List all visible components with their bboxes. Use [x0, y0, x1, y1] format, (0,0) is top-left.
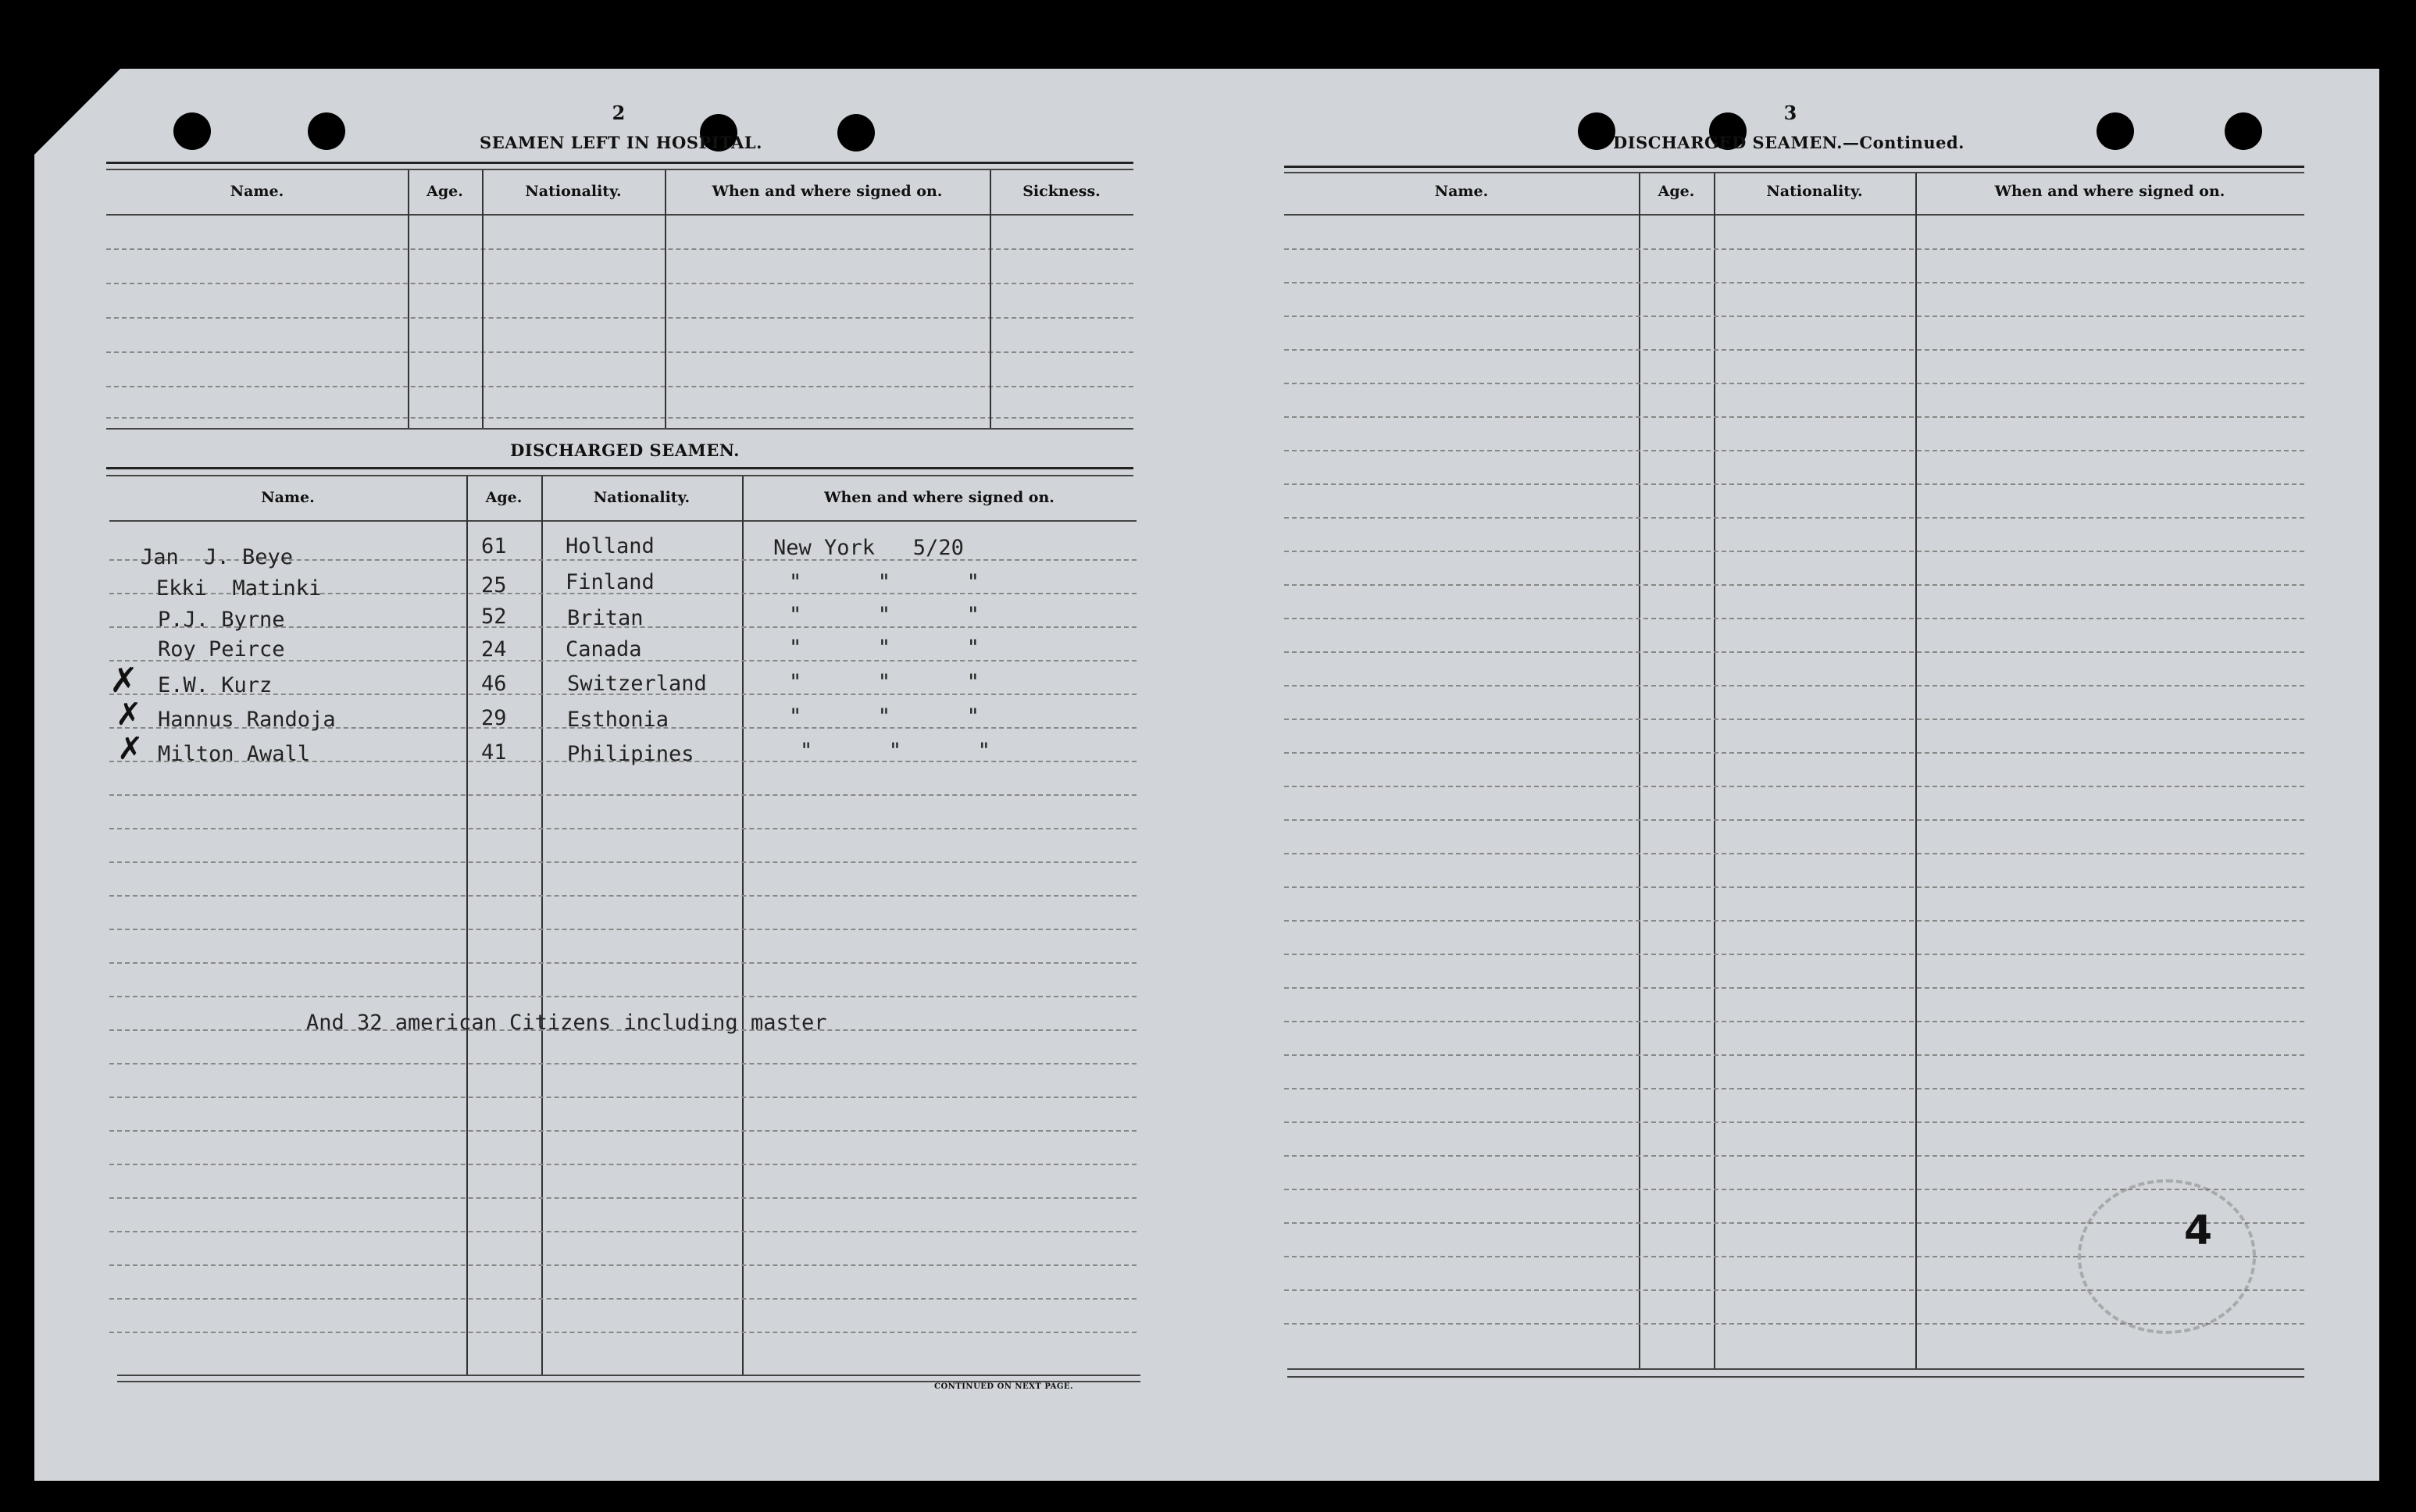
seaman-name: Roy Peirce [158, 637, 285, 662]
seaman-signed-on: " " " [789, 603, 980, 627]
seaman-name: P.J. Byrne [158, 608, 285, 632]
ruled-line [106, 317, 1133, 319]
ruled-line [1284, 954, 2304, 955]
ruled-line [1284, 819, 2304, 821]
rule [1287, 1376, 2304, 1378]
seaman-name: Jan J. Beye [141, 545, 294, 569]
ruled-line [109, 1298, 1137, 1300]
ruled-line [1284, 551, 2304, 552]
ruled-line [1284, 282, 2304, 284]
discharged-header-nationality: Nationality. [593, 489, 691, 506]
ruled-line [109, 861, 1137, 863]
hospital-header-sickness: Sickness. [1022, 183, 1101, 200]
ruled-line [109, 895, 1137, 897]
discharged-section-title: DISCHARGED SEAMEN. [510, 440, 740, 460]
rule [109, 520, 1137, 522]
ruled-line [1284, 1054, 2304, 1056]
seaman-nationality: Holland [566, 534, 655, 558]
right-header-nationality: Nationality. [1766, 183, 1863, 200]
ruled-line [1284, 719, 2304, 720]
hospital-header-name: Name. [230, 183, 284, 200]
discharged-header-age: Age. [485, 489, 523, 506]
seaman-nationality: Switzerland [567, 672, 707, 696]
faded-stamp [2078, 1179, 2256, 1334]
seaman-signed-on: " " " [789, 570, 980, 594]
ruled-line [1284, 383, 2304, 384]
seaman-name: Ekki Matinki [156, 576, 322, 601]
seaman-nationality: Canada [566, 637, 642, 662]
ruled-line [1284, 685, 2304, 686]
seaman-nationality: Britan [567, 606, 644, 630]
ruled-line [1284, 853, 2304, 854]
seaman-age: 52 [481, 604, 507, 629]
rule [106, 162, 1133, 164]
american-citizens-note: And 32 american Citizens including master [306, 1011, 827, 1035]
seaman-age: 25 [481, 573, 507, 597]
seaman-signed-on: " " " [789, 636, 980, 660]
seaman-age: 61 [481, 534, 507, 558]
ruled-line [1284, 483, 2304, 485]
seaman-age: 29 [481, 706, 507, 730]
hospital-header-signed-on: When and where signed on. [712, 183, 943, 200]
ruled-line [1284, 1021, 2304, 1022]
rule [106, 475, 1133, 476]
rule [106, 467, 1133, 469]
ruled-line [109, 996, 1137, 997]
seaman-signed-on: " " " [789, 670, 980, 694]
ruled-line [1284, 349, 2304, 351]
ruled-line [106, 283, 1133, 284]
ruled-line [109, 929, 1137, 930]
hospital-section-title: SEAMEN LEFT IN HOSPITAL. [480, 133, 762, 152]
seaman-name: E.W. Kurz [158, 673, 273, 697]
seaman-age: 24 [481, 637, 507, 662]
punch-hole [837, 114, 875, 152]
left-page-number: 2 [612, 102, 626, 124]
check-mark: ✗ [109, 661, 138, 701]
discharged-header-name: Name. [261, 489, 315, 506]
ruled-line [109, 1231, 1137, 1232]
ruled-line [109, 1264, 1137, 1266]
hospital-header-nationality: Nationality. [525, 183, 622, 200]
ruled-line [1284, 517, 2304, 519]
right-header-age: Age. [1658, 183, 1695, 200]
rule [106, 214, 1133, 216]
column-divider [990, 170, 991, 428]
ruled-line [109, 1332, 1137, 1333]
column-divider [482, 170, 484, 428]
seaman-name: Hannus Randoja [158, 708, 336, 732]
ruled-line [109, 1164, 1137, 1165]
ruled-line [1284, 1088, 2304, 1089]
ruled-line [1284, 786, 2304, 787]
column-divider [541, 476, 543, 1375]
ruled-line [1284, 886, 2304, 888]
rule [1287, 1368, 2304, 1370]
ruled-line [1284, 618, 2304, 619]
punch-hole [2097, 112, 2134, 150]
ruled-line [1284, 450, 2304, 451]
punch-hole [2225, 112, 2262, 150]
continued-section-title: DISCHARGED SEAMEN.—Continued. [1613, 133, 1965, 152]
column-divider [466, 476, 468, 1375]
ruled-line [1284, 416, 2304, 418]
ruled-line [1284, 584, 2304, 586]
continued-footer: CONTINUED ON NEXT PAGE. [934, 1382, 1074, 1391]
rule [106, 169, 1133, 170]
seaman-nationality: Esthonia [567, 708, 669, 732]
ruled-line [106, 351, 1133, 353]
ruled-line [1284, 920, 2304, 922]
seaman-age: 46 [481, 672, 507, 696]
ruled-line [109, 1063, 1137, 1064]
rule [1284, 166, 2304, 168]
right-page-number: 3 [1783, 102, 1797, 124]
ruled-line [109, 1130, 1137, 1132]
ruled-line [1284, 1155, 2304, 1157]
seaman-name: Milton Awall [158, 742, 311, 766]
ruled-line [1284, 651, 2304, 653]
ruled-line [1284, 248, 2304, 250]
seaman-signed-on: " " " [800, 739, 990, 763]
ruled-line [1284, 752, 2304, 754]
ruled-line [109, 1097, 1137, 1098]
hospital-header-age: Age. [426, 183, 463, 200]
right-header-name: Name. [1434, 183, 1489, 200]
seaman-nationality: Philipines [567, 742, 694, 766]
ruled-line [109, 1197, 1137, 1199]
ruled-line [106, 417, 1133, 419]
punch-hole [173, 112, 211, 150]
ruled-line [109, 962, 1137, 964]
seaman-age: 41 [481, 740, 507, 765]
check-mark: ✗ [116, 697, 142, 733]
ruled-line [1284, 987, 2304, 989]
column-divider [408, 170, 409, 428]
seaman-nationality: Finland [566, 570, 655, 594]
document-scan [34, 69, 2379, 1481]
rule [117, 1375, 1140, 1376]
handwritten-mark: 4 [2184, 1207, 2213, 1254]
ruled-line [1284, 316, 2304, 317]
rule [1284, 172, 2304, 173]
ruled-line [109, 828, 1137, 829]
check-mark: ✗ [117, 731, 144, 767]
seaman-signed-on: New York 5/20 [773, 536, 964, 560]
ruled-line [1284, 1122, 2304, 1123]
column-divider [665, 170, 666, 428]
punch-hole [308, 112, 345, 150]
rule [106, 428, 1133, 430]
column-divider [742, 476, 744, 1375]
rule [1284, 214, 2304, 216]
folded-corner [34, 69, 120, 155]
ruled-line [109, 794, 1137, 796]
ruled-line [106, 248, 1133, 250]
right-header-signed-on: When and where signed on. [1994, 183, 2225, 200]
seaman-signed-on: " " " [789, 704, 980, 729]
discharged-header-signed-on: When and where signed on. [824, 489, 1055, 506]
ruled-line [106, 386, 1133, 387]
